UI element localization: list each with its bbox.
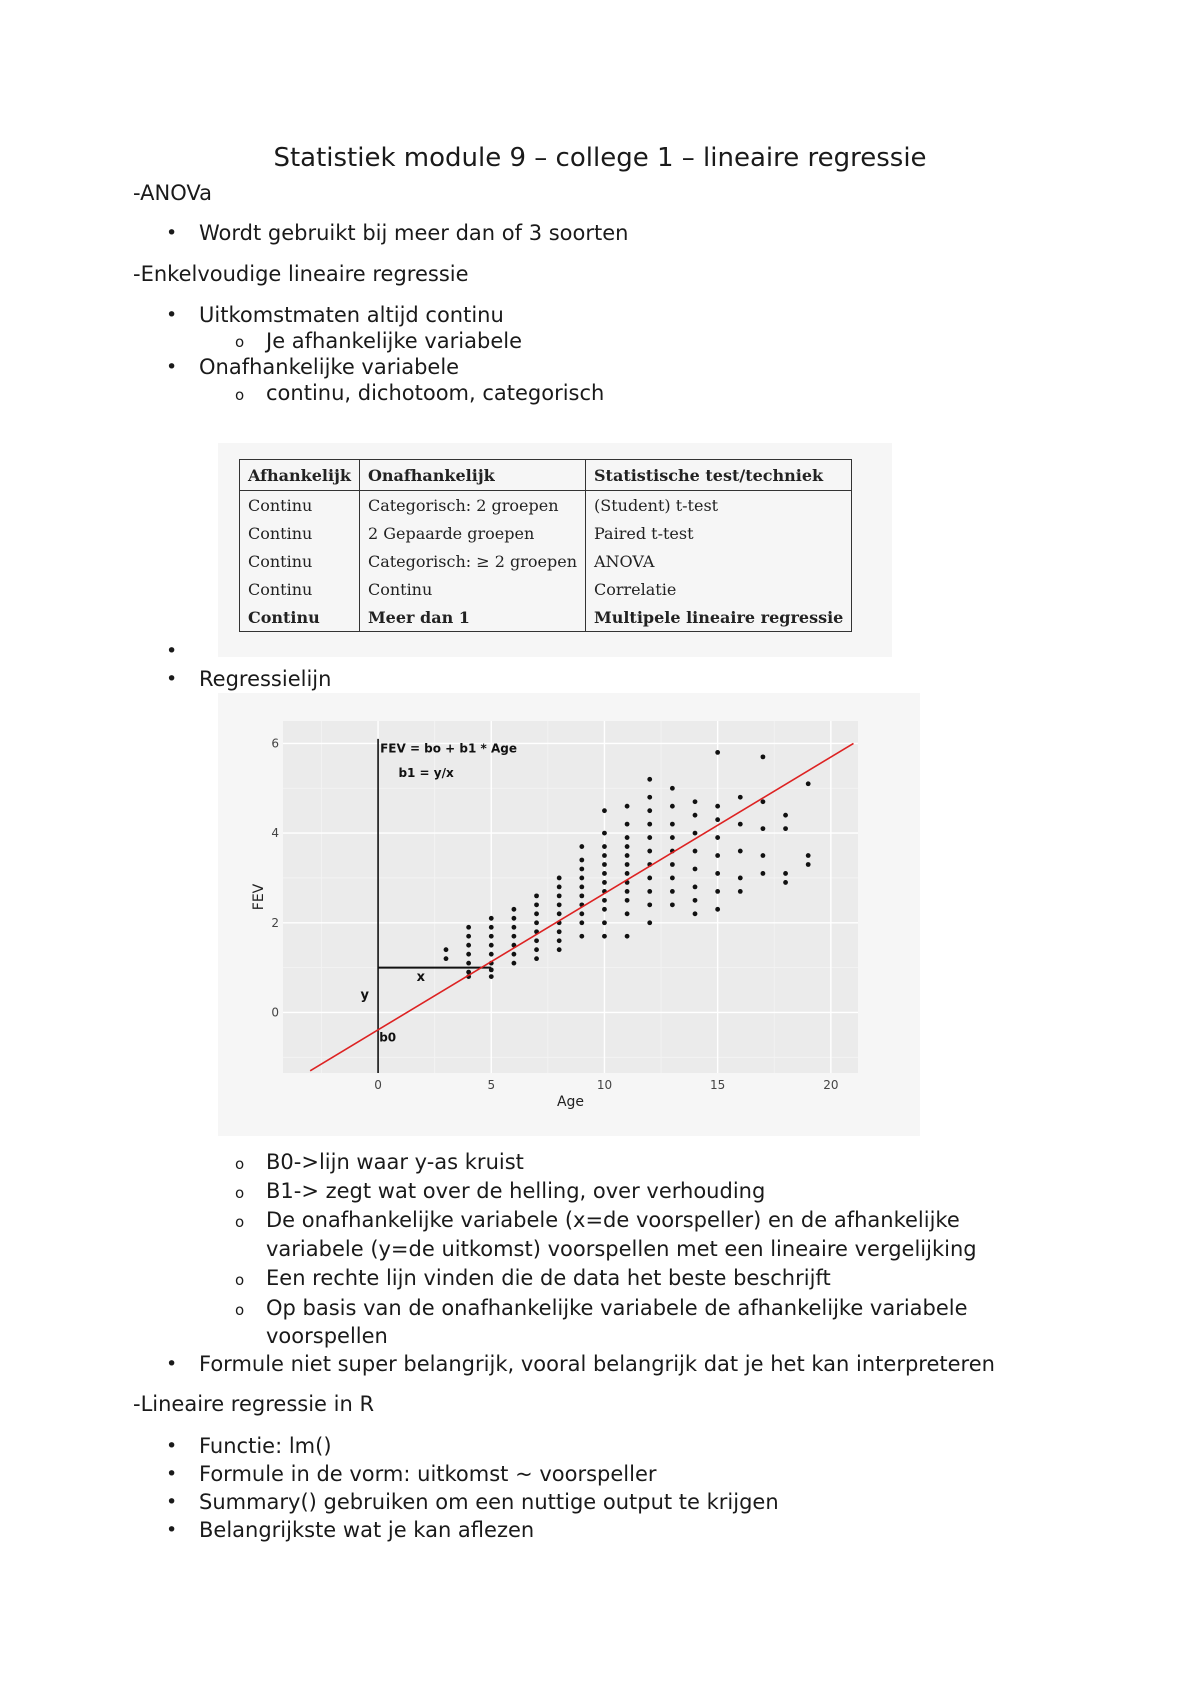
data-point: [693, 813, 698, 818]
data-point: [625, 862, 630, 867]
bullet-icon: •: [166, 640, 178, 662]
data-point: [579, 844, 584, 849]
data-point: [761, 826, 766, 831]
data-point: [579, 876, 584, 881]
annotation-formula: FEV = bo + b1 * Age: [380, 741, 518, 756]
table-cell: Multipele lineaire regressie: [586, 603, 852, 632]
data-point: [625, 911, 630, 916]
data-point: [670, 786, 675, 791]
data-point: [602, 871, 607, 876]
data-point: [806, 853, 811, 858]
data-point: [557, 929, 562, 934]
bullet-icon: •: [166, 1435, 178, 1457]
page-title: Statistiek module 9 – college 1 – lineaire regressie: [273, 143, 927, 173]
table-row: [240, 519, 852, 547]
data-point: [783, 880, 788, 885]
table-row: [240, 603, 852, 632]
data-point: [715, 804, 720, 809]
data-point: [602, 934, 607, 939]
sub-bullet-icon: o: [235, 1301, 245, 1319]
data-point: [444, 947, 449, 952]
data-point: [579, 867, 584, 872]
data-point: [693, 799, 698, 804]
data-point: [625, 844, 630, 849]
table-row: [240, 491, 852, 520]
data-point: [693, 911, 698, 916]
data-point: [625, 934, 630, 939]
table-header-cell: Onafhankelijk: [359, 460, 585, 491]
y-tick-label: 2: [271, 915, 279, 930]
data-point: [670, 862, 675, 867]
data-point: [715, 853, 720, 858]
table-cell: Continu: [240, 575, 360, 603]
bullet-icon: •: [166, 222, 178, 244]
y-tick-label: 0: [271, 1005, 279, 1020]
data-point: [489, 925, 494, 930]
data-point: [761, 799, 766, 804]
data-point: [602, 862, 607, 867]
data-point: [806, 781, 811, 786]
data-point: [738, 889, 743, 894]
table-row: [240, 575, 852, 603]
data-point: [534, 911, 539, 916]
data-point: [738, 849, 743, 854]
sub-bullet-icon: o: [235, 1184, 245, 1202]
data-point: [466, 934, 471, 939]
data-point: [466, 952, 471, 957]
table-header-cell: Statistische test/techniek: [586, 460, 852, 491]
data-point: [670, 822, 675, 827]
data-point: [693, 898, 698, 903]
data-point: [761, 853, 766, 858]
data-point: [579, 858, 584, 863]
data-point: [557, 911, 562, 916]
bullet-icon: •: [166, 304, 178, 326]
bullet-uitkomstmaten: Uitkomstmaten altijd continu: [199, 303, 504, 327]
sub-item-b1: B1-> zegt wat over de helling, over verhouding: [266, 1179, 766, 1203]
sub-bullet-continu: continu, dichotoom, categorisch: [266, 381, 605, 405]
data-point: [602, 853, 607, 858]
x-tick-label: 15: [710, 1078, 726, 1092]
data-point: [670, 804, 675, 809]
data-point: [489, 952, 494, 957]
data-point: [738, 876, 743, 881]
data-point: [534, 938, 539, 943]
section-heading-r: -Lineaire regressie in R: [133, 1392, 375, 1416]
data-point: [602, 831, 607, 836]
bullet-icon: •: [166, 356, 178, 378]
data-point: [512, 907, 517, 912]
data-point: [647, 849, 652, 854]
data-point: [625, 898, 630, 903]
data-point: [557, 902, 562, 907]
sub-item-rechte-lijn: Een rechte lijn vinden die de data het beste beschrijft: [266, 1266, 831, 1290]
data-point: [670, 889, 675, 894]
data-point: [693, 885, 698, 890]
data-point: [647, 920, 652, 925]
r-bullet-functie: Functie: lm(): [199, 1434, 332, 1458]
data-point: [625, 853, 630, 858]
bullet-icon: •: [166, 1491, 178, 1513]
data-point: [670, 902, 675, 907]
data-point: [625, 822, 630, 827]
data-point: [512, 961, 517, 966]
data-point: [783, 871, 788, 876]
table-header-cell: Afhankelijk: [240, 460, 360, 491]
data-point: [466, 943, 471, 948]
data-point: [647, 808, 652, 813]
data-point: [534, 956, 539, 961]
data-point: [647, 876, 652, 881]
data-point: [647, 777, 652, 782]
annotation-b0: b0: [379, 1030, 397, 1045]
regression-chart: [243, 703, 883, 1123]
data-point: [557, 947, 562, 952]
table-cell: Meer dan 1: [359, 603, 585, 632]
data-point: [557, 893, 562, 898]
data-point: [466, 961, 471, 966]
data-point: [625, 835, 630, 840]
table-cell: Correlatie: [586, 575, 852, 603]
data-point: [602, 808, 607, 813]
sub-bullet-icon: o: [235, 1271, 245, 1289]
data-point: [715, 817, 720, 822]
data-point: [512, 925, 517, 930]
data-point: [783, 813, 788, 818]
data-point: [557, 938, 562, 943]
data-point: [715, 835, 720, 840]
data-point: [602, 898, 607, 903]
sub-bullet-icon: o: [235, 333, 245, 351]
data-point: [715, 907, 720, 912]
anova-bullet-1: Wordt gebruikt bij meer dan of 3 soorten: [199, 221, 629, 245]
table-cell: ANOVA: [586, 547, 852, 575]
x-tick-label: 10: [596, 1078, 613, 1092]
data-point: [602, 920, 607, 925]
sub-bullet-icon: o: [235, 386, 245, 404]
table-cell: 2 Gepaarde groepen: [359, 519, 585, 547]
sub-item-op-basis-line1: Op basis van de onafhankelijke variabele de afhankelijke variabele: [266, 1296, 968, 1320]
data-point: [512, 934, 517, 939]
y-tick-label: 6: [271, 736, 279, 751]
data-point: [783, 826, 788, 831]
section-heading-enkelvoudig: -Enkelvoudige lineaire regressie: [133, 262, 469, 286]
y-axis-label: FEV: [251, 883, 267, 911]
table-cell: Paired t-test: [586, 519, 852, 547]
plot-panel: [283, 721, 858, 1073]
sub-item-op-basis-line2: voorspellen: [266, 1324, 388, 1348]
x-tick-label: 5: [487, 1078, 496, 1092]
data-point: [670, 876, 675, 881]
data-point: [647, 902, 652, 907]
data-point: [534, 902, 539, 907]
data-point: [579, 934, 584, 939]
data-point: [715, 750, 720, 755]
sub-item-onafhankelijke-line2: variabele (y=de uitkomst) voorspellen met een lineaire vergelijking: [266, 1237, 977, 1261]
x-tick-label: 0: [374, 1078, 382, 1092]
data-point: [761, 871, 766, 876]
data-point: [602, 880, 607, 885]
data-point: [647, 889, 652, 894]
data-point: [489, 916, 494, 921]
bullet-icon: •: [166, 1353, 178, 1375]
data-point: [489, 974, 494, 979]
data-point: [647, 822, 652, 827]
data-point: [579, 920, 584, 925]
data-point: [579, 911, 584, 916]
sub-item-onafhankelijke-line1: De onafhankelijke variabele (x=de voorspeller) en de afhankelijke: [266, 1208, 960, 1232]
data-point: [579, 893, 584, 898]
data-point: [647, 835, 652, 840]
table-cell: Categorisch: ≥ 2 groepen: [359, 547, 585, 575]
sub-bullet-icon: o: [235, 1155, 245, 1173]
data-point: [512, 952, 517, 957]
table-cell: Continu: [359, 575, 585, 603]
r-bullet-formule: Formule in de vorm: uitkomst ~ voorspeller: [199, 1462, 657, 1486]
data-point: [625, 804, 630, 809]
table-cell: Continu: [240, 547, 360, 575]
annotation-y: y: [360, 988, 370, 1004]
table-row: [240, 547, 852, 575]
data-point: [489, 943, 494, 948]
data-point: [602, 907, 607, 912]
r-bullet-summary: Summary() gebruiken om een nuttige output te krijgen: [199, 1490, 779, 1514]
table-cell: Continu: [240, 603, 360, 632]
data-point: [489, 934, 494, 939]
section-heading-anova: -ANOVa: [133, 181, 212, 205]
sub-bullet-icon: o: [235, 1213, 245, 1231]
bullet-onafhankelijke: Onafhankelijke variabele: [199, 355, 460, 379]
table-cell: Continu: [240, 491, 360, 520]
table-cell: Continu: [240, 519, 360, 547]
data-point: [625, 889, 630, 894]
data-point: [738, 822, 743, 827]
x-axis-label: Age: [556, 1094, 585, 1110]
data-point: [512, 916, 517, 921]
data-point: [693, 849, 698, 854]
data-point: [715, 889, 720, 894]
bullet-icon: •: [166, 1463, 178, 1485]
data-point: [602, 844, 607, 849]
bullet-icon: •: [166, 1519, 178, 1541]
data-point: [647, 795, 652, 800]
data-point: [625, 871, 630, 876]
sub-item-b0: B0->lijn waar y-as kruist: [266, 1150, 524, 1174]
table-header-row: [240, 460, 852, 491]
table-cell: (Student) t-test: [586, 491, 852, 520]
data-point: [534, 893, 539, 898]
data-point: [579, 885, 584, 890]
annotation-x: x: [416, 970, 425, 986]
data-point: [557, 876, 562, 881]
bullet-formule: Formule niet super belangrijk, vooral belangrijk dat je het kan interpreteren: [199, 1352, 995, 1376]
x-tick-label: 20: [823, 1078, 839, 1092]
data-point: [534, 947, 539, 952]
data-point: [738, 795, 743, 800]
data-point: [534, 920, 539, 925]
test-overview-table: [239, 459, 852, 632]
bullet-icon: •: [166, 668, 178, 690]
data-point: [557, 885, 562, 890]
table-cell: Categorisch: 2 groepen: [359, 491, 585, 520]
data-point: [444, 956, 449, 961]
sub-bullet-afhankelijke: Je afhankelijke variabele: [266, 329, 523, 353]
data-point: [806, 862, 811, 867]
data-point: [670, 835, 675, 840]
data-point: [693, 831, 698, 836]
bullet-regressielijn: Regressielijn: [199, 667, 332, 691]
r-bullet-aflezen: Belangrijkste wat je kan aflezen: [199, 1518, 535, 1542]
y-tick-label: 4: [271, 826, 279, 841]
annotation-b1: b1 = y/x: [398, 766, 454, 781]
data-point: [466, 925, 471, 930]
data-point: [715, 871, 720, 876]
data-point: [761, 754, 766, 759]
data-point: [693, 867, 698, 872]
